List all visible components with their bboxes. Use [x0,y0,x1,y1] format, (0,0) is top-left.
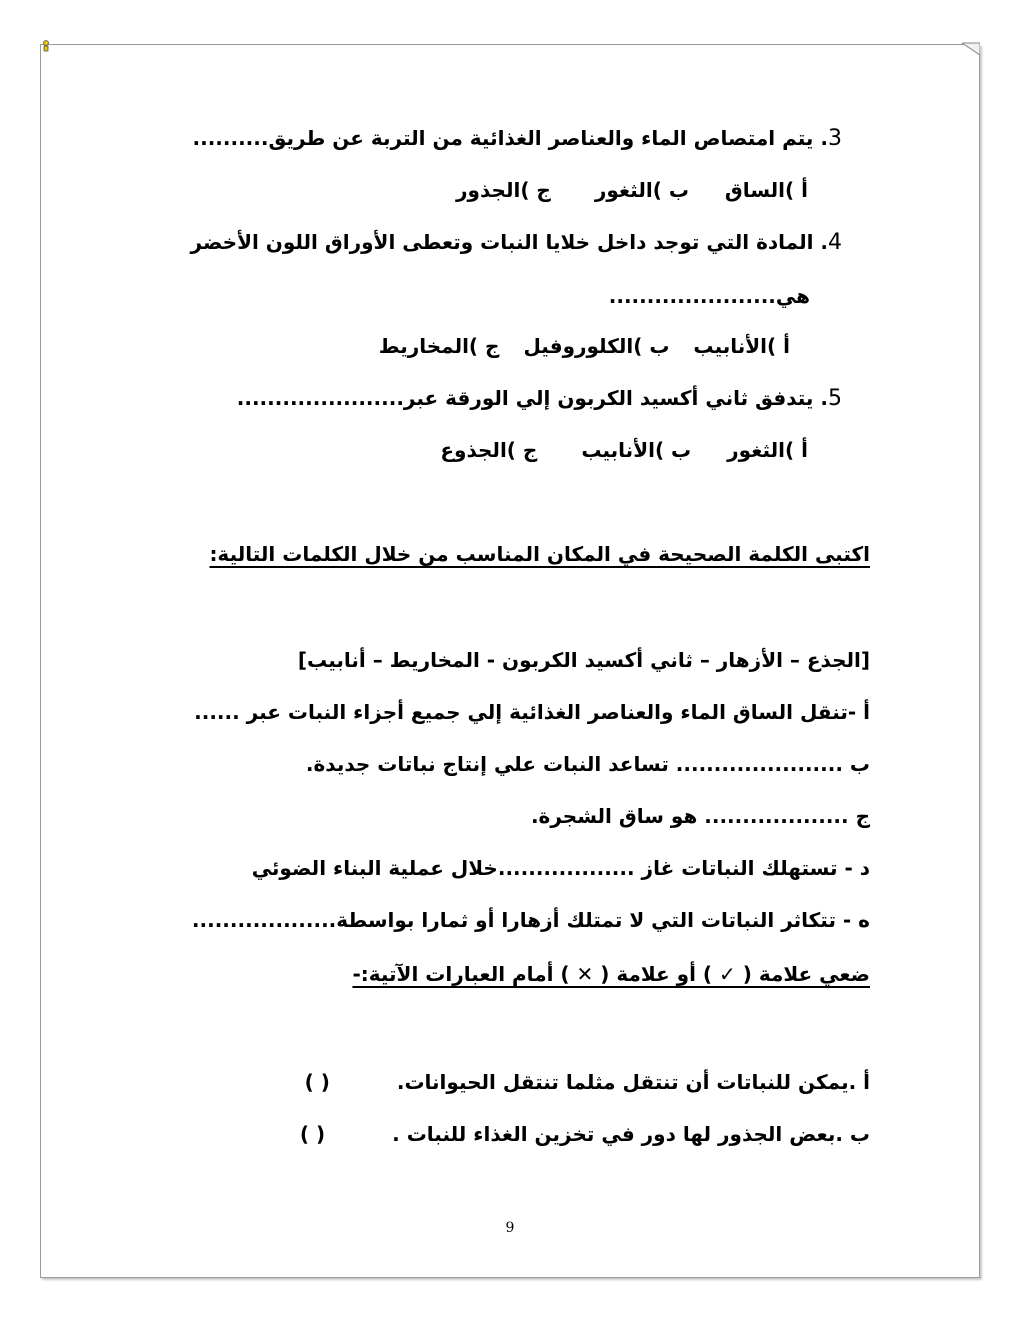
question-3-options [456,176,808,204]
page-fold-icon [962,42,980,56]
option-b: ب )الأنابيب [581,438,692,462]
section-3-heading: ضعي علامة ( ✓ ) أو علامة ( ✕ ) أمام العبارات الآتية:- [352,962,870,986]
anchor-marker-icon [42,40,50,52]
statement-text: ب .بعض الجذور لها دور في تخزين الغذاء للنبات . [392,1122,870,1146]
question-3: 3. يتم امتصاص الماء والعناصر الغذائية من التربة عن طريق.......... [192,126,842,151]
question-text-cont: هي...................... [608,284,810,308]
question-5: 5. يتدفق ثاني أكسيد الكربون إلي الورقة عبر...................... [236,386,842,411]
option-a: أ )الثغور [727,438,808,462]
question-number: 5 [828,386,842,411]
answer-box[interactable]: ( ) [299,1122,326,1146]
question-number: 3 [828,126,842,151]
true-false-item-a [305,1068,870,1096]
question-text: يتم امتصاص الماء والعناصر الغذائية من التربة عن طريق.......... [192,126,814,150]
option-c: ج )المخاريط [378,334,500,358]
statement-text: أ .يمكن للنباتات أن تنتقل مثلما تنتقل الحيوانات. [396,1070,870,1094]
fill-item-c: ج ................... هو ساق الشجرة. [530,804,870,828]
question-text: يتدفق ثاني أكسيد الكربون إلي الورقة عبر...................... [236,386,814,410]
option-c: ج )الجذوع [440,438,538,462]
option-b: ب )الكلوروفيل [523,334,670,358]
fill-item-e: ه - تتكاثر النباتات التي لا تمتلك أزهارا أو ثمارا بواسطة................... [191,908,870,932]
fill-item-d: د - تستهلك النباتات غاز ..................خلال عملية البناء الضوئي [251,856,870,880]
option-a: أ )الساق [724,178,808,202]
question-text: المادة التي توجد داخل خلايا النبات وتعطى الأوراق اللون الأخضر [190,230,814,254]
question-4-continuation [609,282,810,310]
question-4-options [379,332,790,360]
option-b: ب )الثغور [594,178,689,202]
fill-item-a: أ -تنقل الساق الماء والعناصر الغذائية إلي جميع أجزاء النبات عبر ...... [194,700,870,724]
answer-box[interactable]: ( ) [304,1070,330,1094]
true-false-item-b [300,1120,870,1148]
question-number: 4 [828,230,842,255]
page-number: 9 [505,1220,515,1236]
fill-item-b: ب ...................... تساعد النبات علي إنتاج نباتات جديدة. [305,752,870,776]
word-bank: [الجذع – الأزهار – ثاني أكسيد الكربون - المخاريط – أنابيب] [297,648,870,672]
option-a: أ )الأنابيب [693,334,790,358]
question-4: 4. المادة التي توجد داخل خلايا النبات وتعطى الأوراق اللون الأخضر [190,230,842,255]
option-c: ج )الجذور [456,178,551,202]
question-5-options [440,436,808,464]
section-2-heading: اكتبى الكلمة الصحيحة في المكان المناسب من خلال الكلمات التالية: [209,542,870,566]
